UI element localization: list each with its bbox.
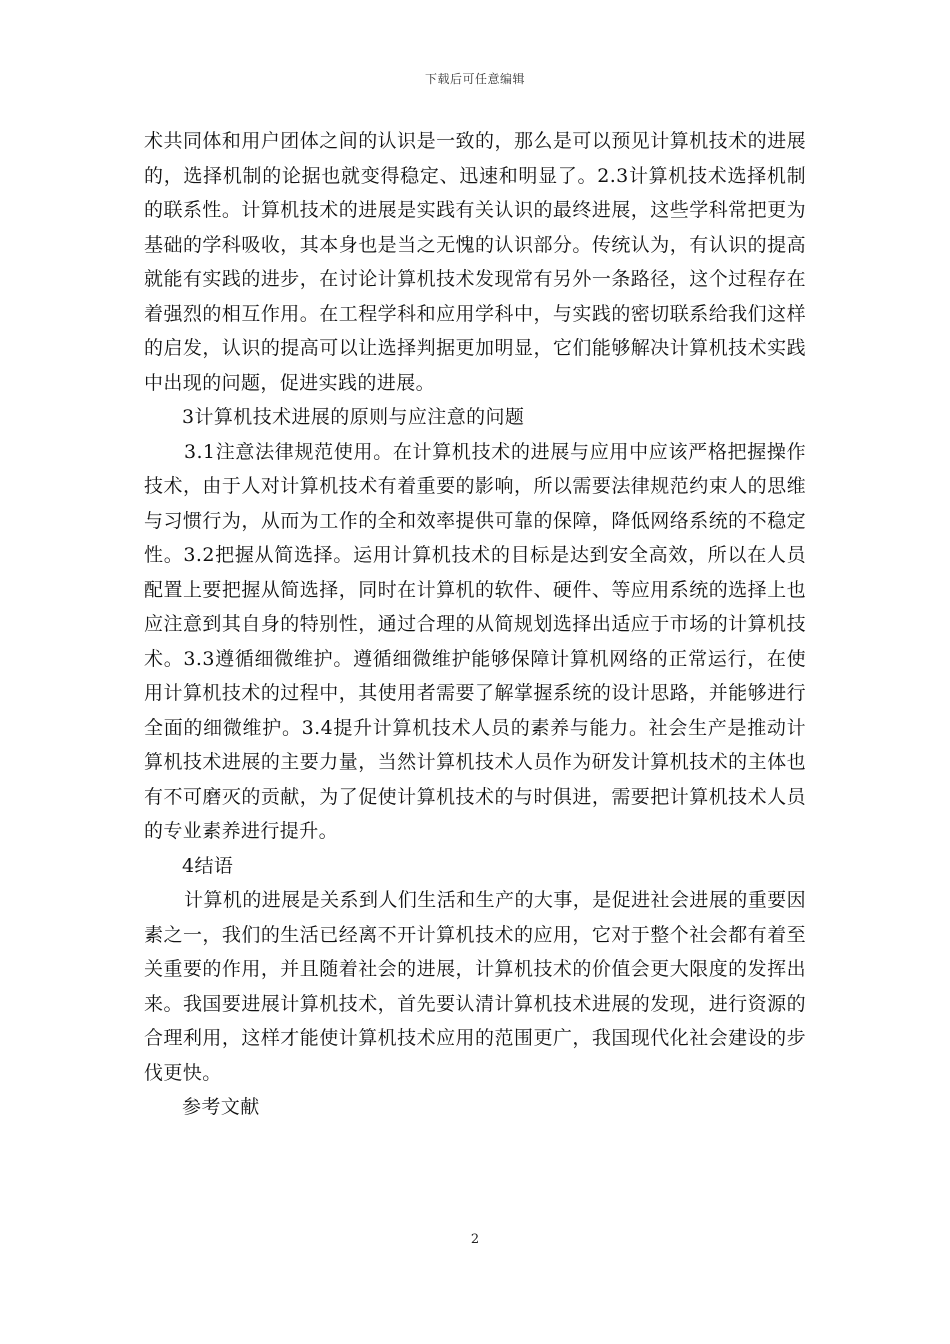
document-body	[144, 124, 806, 1125]
references-heading: 参考文献	[182, 1096, 260, 1118]
page-number: 2	[470, 1232, 480, 1247]
body-paragraph-3: 3.1注意法律规范使用。在计算机技术的进展与应用中应该严格把握操作技术，由于人对计算机技术有着重要的影响，所以需要法律规范约束人的思维与习惯行为，从而为工作的全和效率提供可靠的保障，降低网络系统的不稳定性。3.2把握从简选择。运用计算机技术的目标是达到安全高效，所以在人员配置上要把握从简选择，同时在计算机的软件、硬件、等应用系统的选择上也应注意到其自身的特别性，通过合理的从简规划选择出适应于市场的计算机技术。3.3遵循细微维护。遵循细微维护能够保障计算机网络的正常运行，在使用计算机技术的过程中，其使用者需要了解掌握系统的设计思路，并能够进行全面的细微维护。3.4提升计算机技术人员的素养与能力。社会生产是推动计算机技术进展的主要力量，当然计算机技术人员作为研发计算机技术的主体也有不可磨灭的贡献，为了促使计算机技术的与时俱进，需要把计算机技术人员的专业素养进行提升。	[144, 440, 806, 842]
section-heading-4: 4结语	[182, 854, 234, 877]
body-paragraph-4: 计算机的进展是关系到人们生活和生产的大事，是促进社会进展的重要因素之一，我们的生活已经离不开计算机技术的应用，它对于整个社会都有着至关重要的作用，并且随着社会的进展，计算机技术的价值会更大限度的发挥出来。我国要进展计算机技术，首先要认清计算机技术进展的发现，进行资源的合理利用，这样才能使计算机技术应用的范围更广，我国现代化社会建设的步伐更快。	[144, 889, 806, 1084]
page-header: 下载后可任意编辑	[424, 72, 525, 86]
section-heading-3: 3计算机技术进展的原则与应注意的问题	[182, 406, 525, 428]
body-paragraph-1: 术共同体和用户团体之间的认识是一致的，那么是可以预见计算机技术的进展的，选择机制的论据也就变得稳定、迅速和明显了。2.3计算机技术选择机制的联系性。计算机技术的进展是实践有关认识的最终进展，这些学科常把更为基础的学科吸收，其本身也是当之无愧的认识部分。传统认为，有认识的提高就能有实践的进步，在讨论计算机技术发现常有另外一条路径，这个过程存在着强烈的相互作用。在工程学科和应用学科中，与实践的密切联系给我们这样的启发，认识的提高可以让选择判据更加明显，它们能够解决计算机技术实践中出现的问题，促进实践的进展。	[144, 130, 806, 394]
